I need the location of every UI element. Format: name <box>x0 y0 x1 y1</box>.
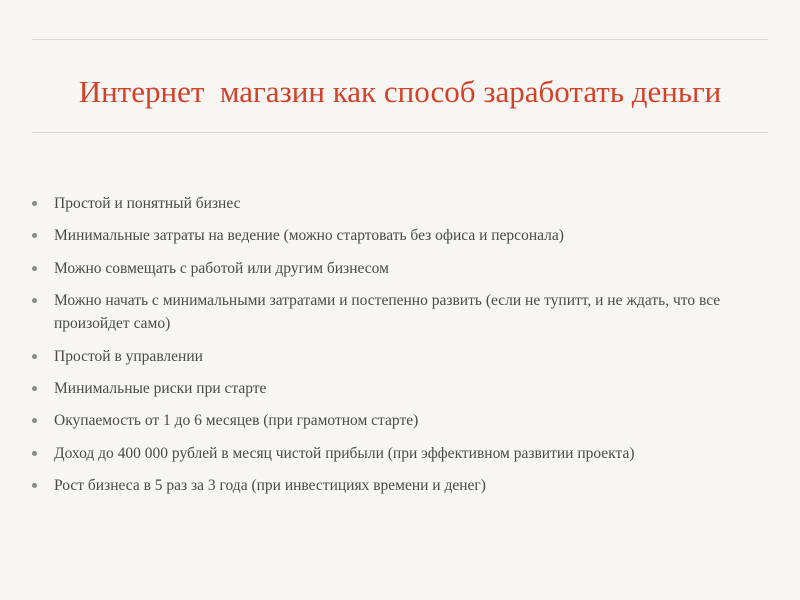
bullet-dot-icon <box>32 483 37 488</box>
bullet-dot-icon <box>32 298 37 303</box>
bullet-dot-icon <box>32 354 37 359</box>
bullet-dot-icon <box>32 418 37 423</box>
bullet-text: Простой в управлении <box>54 347 203 365</box>
bullet-item <box>32 377 752 400</box>
bullet-dot-icon <box>32 386 37 391</box>
bullet-item <box>32 224 752 247</box>
bullet-text: Можно совмещать с работой или другим бизнесом <box>54 259 389 277</box>
bullet-dot-icon <box>32 266 37 271</box>
bullet-item <box>32 474 752 497</box>
bullet-item <box>32 289 752 335</box>
bullet-text: Простой и понятный бизнес <box>54 195 241 212</box>
bullet-text: Окупаемость от 1 до 6 месяцев (при грамотном старте) <box>54 412 419 430</box>
bullet-item <box>32 192 752 215</box>
title-divider <box>32 132 768 133</box>
bullet-dot-icon <box>32 201 37 206</box>
bullet-list <box>32 192 752 507</box>
top-divider <box>32 39 768 40</box>
bullet-text: Минимальные риски при старте <box>54 379 267 397</box>
bullet-text: Минимальные затраты на ведение (можно стартовать без офиса и персонала) <box>54 227 564 245</box>
bullet-text: Можно начать с минимальными затратами и постепенно развить (если не тупитт, и не ждать, что все произойдет само) <box>54 292 721 333</box>
bullet-item <box>32 409 752 432</box>
bullet-item <box>32 442 752 465</box>
slide-title: Интернет магазин как способ заработать деньги <box>78 74 722 109</box>
bullet-item <box>32 345 752 368</box>
bullet-text: Рост бизнеса в 5 раз за 3 года (при инвестициях времени и денег) <box>54 477 486 495</box>
bullet-dot-icon <box>32 451 37 456</box>
bullet-dot-icon <box>32 233 37 238</box>
bullet-text: Доход до 400 000 рублей в месяц чистой прибыли (при эффективном развитии проекта) <box>54 444 635 462</box>
bullet-item <box>32 257 752 280</box>
